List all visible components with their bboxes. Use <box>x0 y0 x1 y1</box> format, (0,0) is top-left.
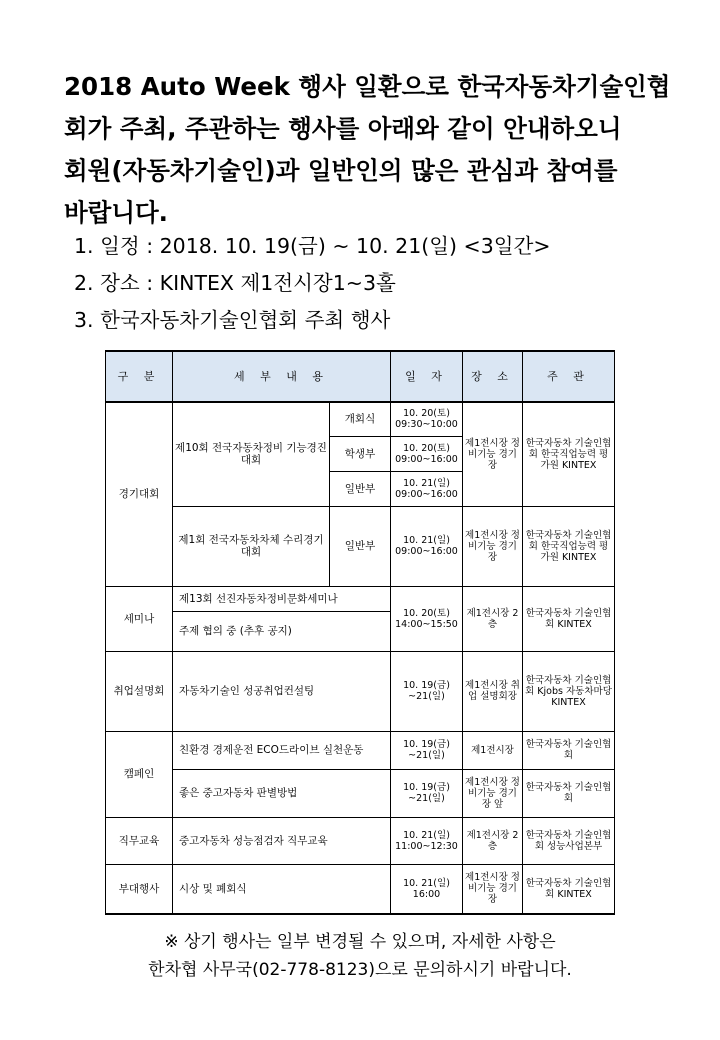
job-fair-date: 10. 19(금) ~21(일) <box>391 651 463 731</box>
training-place: 제1전시장 2층 <box>463 817 523 864</box>
contest1-host: 한국자동차 기술인협회 한국직업능력 평가원 KINTEX <box>523 402 615 506</box>
category-side-event: 부대행사 <box>106 864 173 914</box>
header-details: 세 부 내 용 <box>173 351 391 402</box>
footer-line: 한차협 사무국(02-778-8123)으로 문의하시기 바랍니다. <box>148 960 572 980</box>
seminar-topic: 주제 협의 중 (추후 공지) <box>173 611 391 651</box>
category-campaign: 캠페인 <box>106 731 173 817</box>
contest1-place: 제1전시장 정비기능 경기장 <box>463 402 523 506</box>
footer-note <box>0 928 720 984</box>
overview-item-venue: 2. 장소 : KINTEX 제1전시장1~3홀 <box>74 271 396 295</box>
intro-line: 회가 주최, 주관하는 행사를 아래와 같이 안내하오니 <box>64 114 622 143</box>
intro-line: 2018 Auto Week 행사 일환으로 한국자동차기술인협 <box>64 72 671 101</box>
header-place: 장 소 <box>463 351 523 402</box>
side-event-date: 10. 21(일) 16:00 <box>391 864 463 914</box>
table-row <box>106 402 615 436</box>
side-event-place: 제1전시장 정비기능 경기장 <box>463 864 523 914</box>
category-training: 직무교육 <box>106 817 173 864</box>
intro-line: 회원(자동차기술인)과 일반인의 많은 관심과 참여를 <box>64 156 618 185</box>
campaign1-date: 10. 19(금) ~21(일) <box>391 731 463 769</box>
header-date: 일 자 <box>391 351 463 402</box>
job-fair-name: 자동차기술인 성공취업컨설팅 <box>173 651 391 731</box>
contest1-opening-date: 10. 20(토) 09:30~10:00 <box>391 402 463 436</box>
campaign2-place: 제1전시장 정비기능 경기장 앞 <box>463 769 523 817</box>
table-header-row <box>106 351 615 402</box>
campaign1-place: 제1전시장 <box>463 731 523 769</box>
training-host: 한국자동차 기술인협회 성능사업본부 <box>523 817 615 864</box>
table-row <box>106 864 615 914</box>
contest2-host: 한국자동차 기술인협회 한국직업능력 평가원 KINTEX <box>523 506 615 586</box>
table-row <box>106 651 615 731</box>
category-job-fair: 취업설명회 <box>106 651 173 731</box>
side-event-name: 시상 및 폐회식 <box>173 864 391 914</box>
seminar-date: 10. 20(토) 14:00~15:50 <box>391 586 463 651</box>
event-overview-list <box>74 228 551 339</box>
seminar-name: 제13회 선진자동차정비문화세미나 <box>173 586 391 611</box>
contest2-date: 10. 21(일) 09:00~16:00 <box>391 506 463 586</box>
overview-item-events: 3. 한국자동차기술인협회 주최 행사 <box>74 308 391 332</box>
header-category: 구 분 <box>106 351 173 402</box>
header-host: 주 관 <box>523 351 615 402</box>
training-name: 중고자동차 성능점검자 직무교육 <box>173 817 391 864</box>
table-row <box>106 769 615 817</box>
campaign1-host: 한국자동차 기술인협회 <box>523 731 615 769</box>
seminar-place: 제1전시장 2층 <box>463 586 523 651</box>
contest1-opening: 개회식 <box>330 402 391 436</box>
intro-line: 바랍니다. <box>64 198 168 227</box>
campaign2-host: 한국자동차 기술인협회 <box>523 769 615 817</box>
contest1-name: 제10회 전국자동차정비 기능경진대회 <box>173 402 330 506</box>
contest2-division: 일반부 <box>330 506 391 586</box>
contest1-general: 일반부 <box>330 471 391 506</box>
job-fair-place: 제1전시장 취업 설명회장 <box>463 651 523 731</box>
contest1-student-date: 10. 20(토) 09:00~16:00 <box>391 436 463 471</box>
campaign1-name: 친환경 경제운전 ECO드라이브 실천운동 <box>173 731 391 769</box>
campaign2-date: 10. 19(금) ~21(일) <box>391 769 463 817</box>
overview-item-schedule: 1. 일정 : 2018. 10. 19(금) ~ 10. 21(일) <3일간> <box>74 234 551 258</box>
contest1-general-date: 10. 21(일) 09:00~16:00 <box>391 471 463 506</box>
table-row <box>106 731 615 769</box>
campaign2-name: 좋은 중고자동차 판별방법 <box>173 769 391 817</box>
footer-line: ※ 상기 행사는 일부 변경될 수 있으며, 자세한 사항은 <box>164 932 556 952</box>
training-date: 10. 21(일) 11:00~12:30 <box>391 817 463 864</box>
intro-paragraph <box>64 66 671 234</box>
category-contest: 경기대회 <box>106 402 173 586</box>
seminar-host: 한국자동차 기술인협회 KINTEX <box>523 586 615 651</box>
contest2-place: 제1전시장 정비기능 경기장 <box>463 506 523 586</box>
side-event-host: 한국자동차 기술인협회 KINTEX <box>523 864 615 914</box>
table-row <box>106 586 615 611</box>
table-row <box>106 817 615 864</box>
job-fair-host: 한국자동차 기술인협회 Kjobs 자동차마당 KINTEX <box>523 651 615 731</box>
category-seminar: 세미나 <box>106 586 173 651</box>
contest1-student: 학생부 <box>330 436 391 471</box>
contest2-name: 제1회 전국자동차차체 수리경기대회 <box>173 506 330 586</box>
event-schedule-table <box>105 350 615 915</box>
table-row <box>106 506 615 586</box>
